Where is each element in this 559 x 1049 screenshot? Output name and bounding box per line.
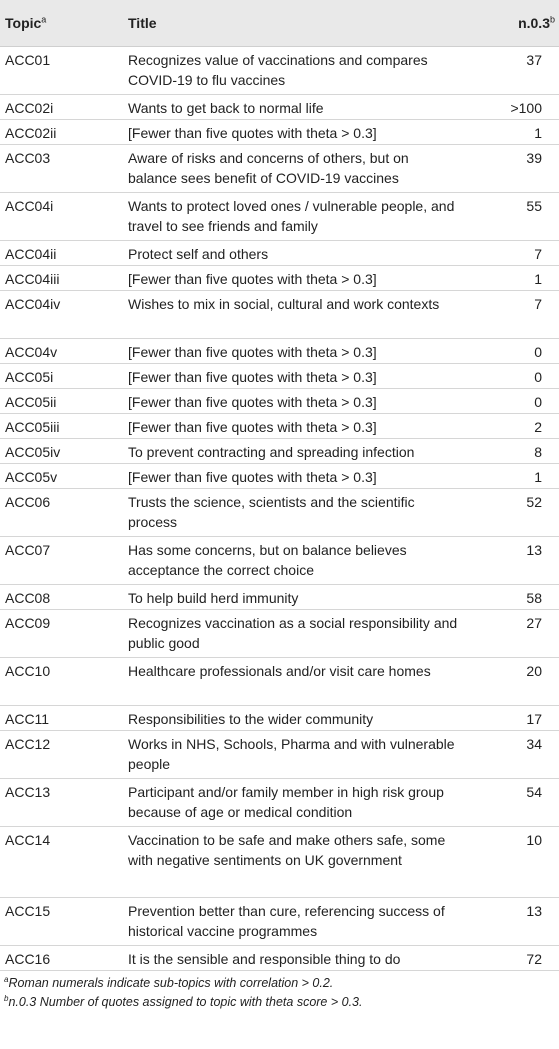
topic-cell: ACC05v [0, 464, 124, 489]
topic-cell: ACC01 [0, 47, 124, 95]
n-cell: >100 [464, 95, 559, 120]
topic-cell: ACC04iv [0, 291, 124, 339]
title-cell: [Fewer than five quotes with theta > 0.3] [124, 414, 464, 439]
n-cell: 34 [464, 731, 559, 779]
n-cell: 13 [464, 537, 559, 585]
footnote-b-text: n.0.3 Number of quotes assigned to topic with theta score > 0.3. [8, 995, 363, 1009]
title-cell: [Fewer than five quotes with theta > 0.3] [124, 464, 464, 489]
title-cell: Wants to protect loved ones / vulnerable people, and travel to see friends and family [124, 193, 464, 241]
topic-cell: ACC10 [0, 658, 124, 706]
n-cell: 1 [464, 464, 559, 489]
title-cell: Healthcare professionals and/or visit care homes [124, 658, 464, 706]
table-row [0, 537, 559, 585]
title-cell: It is the sensible and responsible thing to do [124, 946, 464, 971]
title-cell: Wants to get back to normal life [124, 95, 464, 120]
header-n-footnote-mark: b [549, 14, 555, 25]
table-header [0, 0, 559, 47]
title-cell: Works in NHS, Schools, Pharma and with vulnerable people [124, 731, 464, 779]
header-topic [0, 0, 124, 47]
header-topic-label: Topic [5, 15, 42, 31]
topic-cell: ACC09 [0, 610, 124, 658]
table-row [0, 489, 559, 537]
title-cell: Vaccination to be safe and make others safe, some with negative sentiments on UK government [124, 827, 464, 898]
n-cell: 54 [464, 779, 559, 827]
table-row [0, 827, 559, 898]
table-row [0, 658, 559, 706]
table-row [0, 95, 559, 120]
n-cell: 55 [464, 193, 559, 241]
table-row [0, 241, 559, 266]
header-n [464, 0, 559, 47]
title-cell: Prevention better than cure, referencing success of historical vaccine programmes [124, 898, 464, 946]
table-row [0, 414, 559, 439]
n-cell: 13 [464, 898, 559, 946]
table-row [0, 585, 559, 610]
topic-cell: ACC05ii [0, 389, 124, 414]
table-row [0, 779, 559, 827]
table-row [0, 439, 559, 464]
topic-cell: ACC16 [0, 946, 124, 971]
table-row [0, 946, 559, 971]
n-cell: 20 [464, 658, 559, 706]
topic-cell: ACC04ii [0, 241, 124, 266]
topic-cell: ACC11 [0, 706, 124, 731]
footnote-b-mark: b [4, 993, 9, 1003]
title-cell: Responsibilities to the wider community [124, 706, 464, 731]
title-cell: Trusts the science, scientists and the scientific process [124, 489, 464, 537]
title-cell: [Fewer than five quotes with theta > 0.3] [124, 266, 464, 291]
header-topic-footnote-mark: a [41, 14, 47, 25]
topic-cell: ACC06 [0, 489, 124, 537]
table-row [0, 120, 559, 145]
title-cell: Recognizes vaccination as a social responsibility and public good [124, 610, 464, 658]
n-cell: 2 [464, 414, 559, 439]
n-cell: 0 [464, 389, 559, 414]
header-row [0, 0, 559, 47]
table-row [0, 731, 559, 779]
header-n-label: n.0.3 [518, 15, 550, 31]
title-cell: To help build herd immunity [124, 585, 464, 610]
topic-cell: ACC08 [0, 585, 124, 610]
title-cell: Participant and/or family member in high risk group because of age or medical condition [124, 779, 464, 827]
title-cell: Has some concerns, but on balance believes acceptance the correct choice [124, 537, 464, 585]
footnote-b [4, 993, 559, 1012]
n-cell: 1 [464, 120, 559, 145]
n-cell: 72 [464, 946, 559, 971]
title-cell: Protect self and others [124, 241, 464, 266]
table-row [0, 339, 559, 364]
title-cell: Recognizes value of vaccinations and compares COVID-19 to flu vaccines [124, 47, 464, 95]
n-cell: 8 [464, 439, 559, 464]
topic-cell: ACC02ii [0, 120, 124, 145]
table-row [0, 364, 559, 389]
topic-cell: ACC14 [0, 827, 124, 898]
table-row [0, 266, 559, 291]
table-row [0, 291, 559, 339]
table-row [0, 145, 559, 193]
n-cell: 52 [464, 489, 559, 537]
topic-cell: ACC04i [0, 193, 124, 241]
title-cell: [Fewer than five quotes with theta > 0.3] [124, 364, 464, 389]
header-title: Title [124, 0, 464, 47]
topic-cell: ACC05i [0, 364, 124, 389]
table-body [0, 47, 559, 971]
footnotes [0, 971, 559, 1012]
n-cell: 7 [464, 241, 559, 266]
table-row [0, 898, 559, 946]
n-cell: 58 [464, 585, 559, 610]
table-row [0, 389, 559, 414]
topic-cell: ACC13 [0, 779, 124, 827]
title-cell: To prevent contracting and spreading infection [124, 439, 464, 464]
footnote-a-mark: a [4, 974, 9, 984]
topic-cell: ACC05iii [0, 414, 124, 439]
title-cell: Aware of risks and concerns of others, but on balance sees benefit of COVID-19 vaccines [124, 145, 464, 193]
table-row [0, 610, 559, 658]
n-cell: 27 [464, 610, 559, 658]
n-cell: 1 [464, 266, 559, 291]
topic-cell: ACC07 [0, 537, 124, 585]
table-row [0, 706, 559, 731]
topic-cell: ACC02i [0, 95, 124, 120]
n-cell: 10 [464, 827, 559, 898]
n-cell: 7 [464, 291, 559, 339]
n-cell: 39 [464, 145, 559, 193]
table-row [0, 47, 559, 95]
table-row [0, 193, 559, 241]
table-row [0, 464, 559, 489]
n-cell: 37 [464, 47, 559, 95]
footnote-a-text: Roman numerals indicate sub-topics with correlation > 0.2. [8, 976, 334, 990]
n-cell: 0 [464, 364, 559, 389]
title-cell: [Fewer than five quotes with theta > 0.3] [124, 339, 464, 364]
n-cell: 0 [464, 339, 559, 364]
n-cell: 17 [464, 706, 559, 731]
topic-cell: ACC12 [0, 731, 124, 779]
title-cell: [Fewer than five quotes with theta > 0.3] [124, 389, 464, 414]
topic-cell: ACC03 [0, 145, 124, 193]
topic-cell: ACC04iii [0, 266, 124, 291]
topic-cell: ACC04v [0, 339, 124, 364]
title-cell: Wishes to mix in social, cultural and work contexts [124, 291, 464, 339]
topic-cell: ACC05iv [0, 439, 124, 464]
topic-cell: ACC15 [0, 898, 124, 946]
title-cell: [Fewer than five quotes with theta > 0.3] [124, 120, 464, 145]
footnote-a [4, 974, 559, 993]
